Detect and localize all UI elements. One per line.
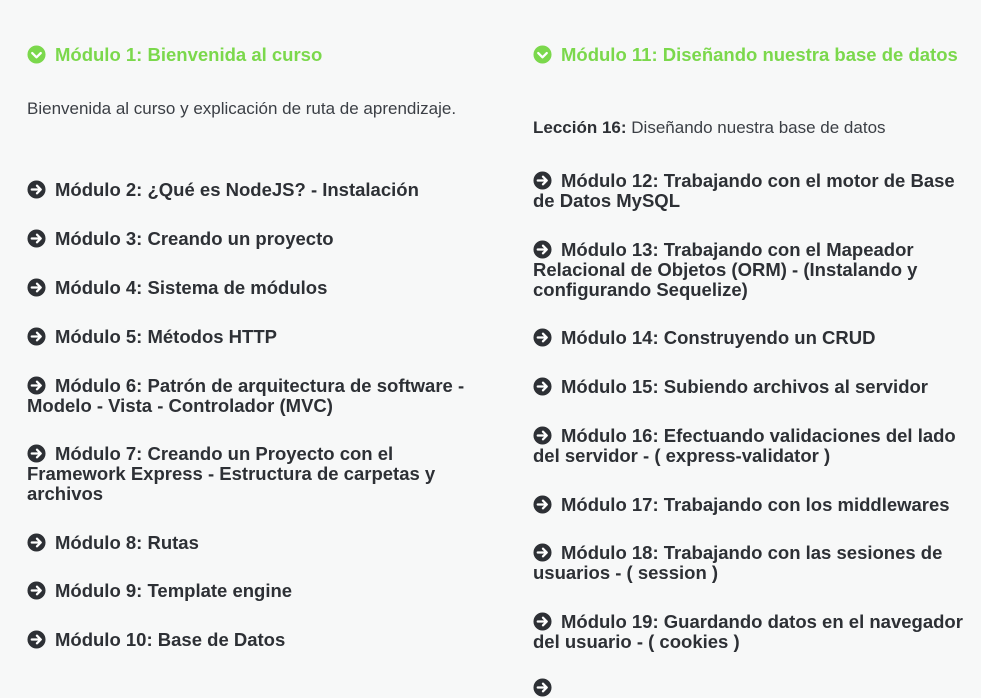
module-5-title: Módulo 5: Métodos HTTP <box>55 326 277 347</box>
module-11-title: Módulo 11: Diseñando nuestra base de datos <box>561 44 958 65</box>
module-12-header[interactable] <box>533 171 973 211</box>
module-5-header[interactable] <box>27 327 467 347</box>
arrow-right-circle-icon <box>27 630 46 649</box>
arrow-right-circle-icon <box>533 678 552 697</box>
arrow-right-circle-icon <box>533 171 552 190</box>
module-2-title: Módulo 2: ¿Qué es NodeJS? - Instalación <box>55 179 419 200</box>
module-1-title: Módulo 1: Bienvenida al curso <box>55 44 323 65</box>
arrow-right-circle-icon <box>27 180 46 199</box>
module-10-header[interactable] <box>27 630 467 650</box>
module-7-header[interactable] <box>27 444 467 504</box>
module-4-title: Módulo 4: Sistema de módulos <box>55 277 328 298</box>
module-13-header[interactable] <box>533 240 973 300</box>
module-4-header[interactable] <box>27 278 467 298</box>
module-6-header[interactable] <box>27 376 467 416</box>
arrow-right-circle-icon <box>533 495 552 514</box>
lesson-16 <box>533 114 973 142</box>
arrow-right-circle-icon <box>533 377 552 396</box>
module-17-header[interactable] <box>533 495 973 515</box>
lesson-16-text: Diseñando nuestra base de datos <box>631 118 886 137</box>
chevron-down-circle-icon <box>27 45 46 64</box>
module-1-header[interactable] <box>27 45 467 65</box>
module-15-title: Módulo 15: Subiendo archivos al servidor <box>561 376 928 397</box>
arrow-right-circle-icon <box>27 444 46 463</box>
module-2-header[interactable] <box>27 180 467 200</box>
module-19-header[interactable] <box>533 612 973 652</box>
module-14-title: Módulo 14: Construyendo un CRUD <box>561 327 876 348</box>
arrow-right-circle-icon <box>27 278 46 297</box>
module-1-description: Bienvenida al curso y explicación de ruta de aprendizaje. <box>27 99 457 118</box>
module-16-header[interactable] <box>533 426 973 466</box>
arrow-right-circle-icon <box>27 376 46 395</box>
module-8-title: Módulo 8: Rutas <box>55 532 199 553</box>
module-13-title: Módulo 13: Trabajando con el Mapeador Relacional de Objetos (ORM) - (Instalando y configurando Sequelize) <box>533 239 918 300</box>
module-7-title: Módulo 7: Creando un Proyecto con el Framework Express - Estructura de carpetas y archivos <box>27 443 436 504</box>
module-18-title: Módulo 18: Trabajando con las sesiones de usuarios - ( session ) <box>533 542 943 583</box>
module-10-title: Módulo 10: Base de Datos <box>55 629 286 650</box>
module-17-title: Módulo 17: Trabajando con los middlewares <box>561 494 950 515</box>
module-9-title: Módulo 9: Template engine <box>55 580 293 601</box>
module-18-header[interactable] <box>533 543 973 583</box>
module-9-header[interactable] <box>27 581 467 601</box>
module-3-title: Módulo 3: Creando un proyecto <box>55 228 334 249</box>
module-16-title: Módulo 16: Efectuando validaciones del lado del servidor - ( express-validator ) <box>533 425 956 466</box>
arrow-right-circle-icon <box>27 327 46 346</box>
arrow-right-circle-icon <box>533 426 552 445</box>
chevron-down-circle-icon <box>533 45 552 64</box>
module-19-title: Módulo 19: Guardando datos en el navegador del usuario - ( cookies ) <box>533 611 963 652</box>
module-14-header[interactable] <box>533 328 973 348</box>
arrow-right-circle-icon <box>27 229 46 248</box>
arrow-right-circle-icon <box>533 240 552 259</box>
lesson-16-label: Lección 16: <box>533 118 627 137</box>
module-6-title: Módulo 6: Patrón de arquitectura de software - Modelo - Vista - Controlador (MVC) <box>27 375 465 416</box>
arrow-right-circle-icon <box>533 328 552 347</box>
module-11-header[interactable] <box>533 45 973 65</box>
module-3-header[interactable] <box>27 229 467 249</box>
arrow-right-circle-icon <box>27 581 46 600</box>
module-20-header-partial[interactable] <box>533 678 973 698</box>
module-15-header[interactable] <box>533 377 973 397</box>
arrow-right-circle-icon <box>533 612 552 631</box>
module-8-header[interactable] <box>27 533 467 553</box>
module-12-title: Módulo 12: Trabajando con el motor de Base de Datos MySQL <box>533 170 955 211</box>
arrow-right-circle-icon <box>27 533 46 552</box>
arrow-right-circle-icon <box>533 543 552 562</box>
